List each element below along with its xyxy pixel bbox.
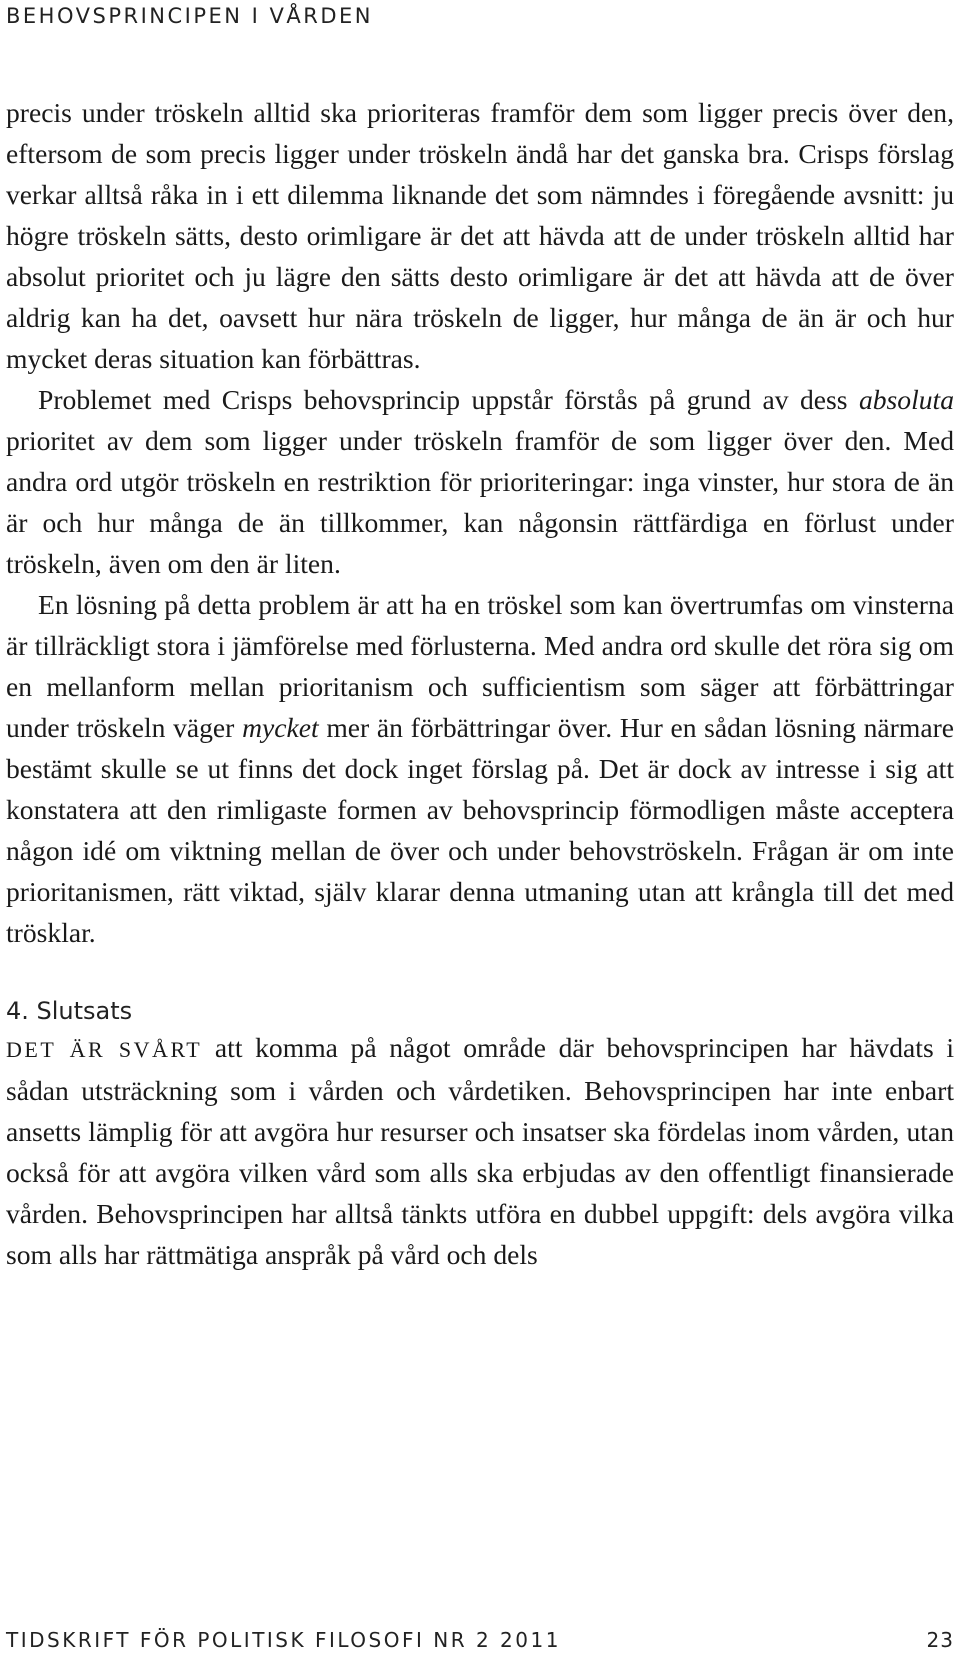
paragraph-3-emphasis: mycket <box>242 712 319 743</box>
paragraph-2-before: Problemet med Crisps behovsprincip uppstår förstås på grund av dess <box>38 384 859 415</box>
running-footer <box>6 1628 954 1652</box>
running-header: BEHOVSPRINCIPEN I VÅRDEN <box>6 4 373 28</box>
page-number: 23 <box>926 1628 954 1652</box>
section-heading: 4. Slutsats <box>6 997 133 1025</box>
section-paragraph <box>6 1027 954 1275</box>
section-paragraph-text: att komma på något område där behovsprincipen har hävdats i sådan utsträckning som i vården och vårdetiken. Behovsprincipen har inte enbart ansetts lämplig för att avgöra hur resurser och insatser ska fördelas inom vården, utan också för att avgöra vilken vård som alls ska erbjudas av den offentligt finansierade vården. Behovsprincipen har alltså tänkts utföra en dubbel uppgift: dels avgöra vilka som alls har rättmätiga anspråk på vård och dels <box>6 1032 954 1270</box>
paragraph-3 <box>6 584 954 953</box>
paragraph-3-after: mer än förbättringar över. Hur en sådan lösning närmare bestämt skulle se ut finns det dock inget förslag på. Det är dock av intresse i sig att konstatera att den rimligaste formen av behovsprincip förmodligen måste acceptera någon idé om viktning mellan de över och under behovströskeln. Frågan är om inte prioritanismen, rätt viktad, själv klarar denna utmaning utan att krångla till det med trösklar. <box>6 712 955 948</box>
section-lead-smallcaps: DET ÄR SVÅRT <box>6 1037 203 1062</box>
paragraph-2 <box>6 379 954 584</box>
paragraph-2-emphasis: absoluta <box>858 384 954 415</box>
paragraph-2-after: prioritet av dem som ligger under tröskeln framför de som ligger över den. Med andra ord utgör tröskeln en restriktion för prioriteringar: inga vinster, hur stora de än är och hur många de än tillkommer, kan någonsin rättfärdiga en förlust under tröskeln, även om den är liten. <box>6 425 954 579</box>
body-text <box>6 92 954 1275</box>
paragraph-1: precis under tröskeln alltid ska prioriteras framför dem som ligger precis över den, eftersom de som precis ligger under tröskeln ändå har det ganska bra. Crisps förslag verkar alltså råka in i ett dilemma liknande det som nämndes i föregående avsnitt: ju högre tröskeln sätts, desto orimligare är det att hävda att de under tröskeln alltid har absolut prioritet och ju lägre den sätts desto orimligare är det att hävda att de över aldrig kan ha det, oavsett hur nära tröskeln de ligger, hur många de än är och hur mycket deras situation kan förbättras. <box>6 97 954 374</box>
paragraph-3-before: En lösning på detta problem är att ha en tröskel som kan övertrumfas om vinsterna är tillräckligt stora i jämförelse med förlusterna. Med andra ord skulle det röra sig om en mellanform mellan prioritanism och sufficientism som säger att förbättringar under tröskeln väger <box>6 589 954 743</box>
footer-journal-title: TIDSKRIFT FÖR POLITISK FILOSOFI NR 2 2011 <box>6 1628 561 1652</box>
